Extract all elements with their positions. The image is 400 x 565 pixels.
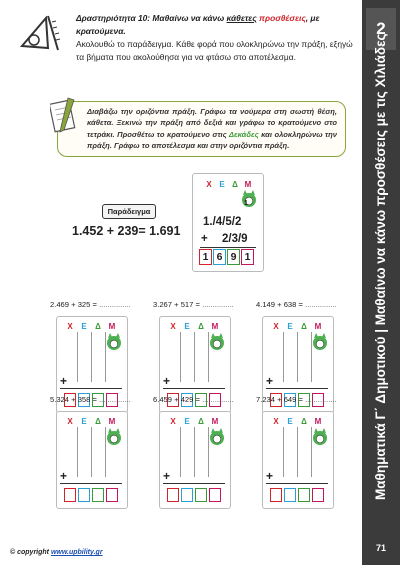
column-divider <box>297 427 298 477</box>
activity-pre: Μαθαίνω να κάνω <box>152 13 225 23</box>
column-header-label: Μ <box>314 322 322 331</box>
pencil-notebook-icon <box>50 96 78 136</box>
sum-line <box>266 483 328 484</box>
exercise-question <box>256 395 337 404</box>
result-box[interactable] <box>195 488 207 502</box>
example-plus: + <box>201 233 208 245</box>
footer <box>10 549 103 556</box>
exercise-equals: = <box>195 300 200 309</box>
column-divider <box>283 332 284 382</box>
column-header-label: Ε <box>287 417 293 426</box>
exercise-answer-blank[interactable]: ............... <box>305 300 337 309</box>
page-number: 71 <box>375 543 386 553</box>
column-tens-label: Δ <box>232 180 238 189</box>
exercise-question <box>50 300 131 309</box>
exercise-answer-blank[interactable]: ............... <box>305 395 337 404</box>
monster-icon <box>106 428 122 446</box>
exercise-question <box>153 300 234 309</box>
plus-sign: + <box>60 469 68 483</box>
result-units: 1 <box>241 249 254 265</box>
exercise-equals: = <box>92 395 97 404</box>
column-divider <box>194 427 195 477</box>
exercise-equals: = <box>195 395 200 404</box>
exercise-equals: = <box>298 300 303 309</box>
column-header-label: Χ <box>170 417 176 426</box>
exercise-answer-blank[interactable]: ............... <box>202 395 234 404</box>
exercise-operator: + <box>71 300 76 309</box>
example-row2: 2/3/9 <box>222 233 248 245</box>
activity-kathetes: κάθετες <box>226 13 257 23</box>
monster-icon <box>209 428 225 446</box>
exercise-operand-b: 325 <box>77 300 91 309</box>
exercise-operator: + <box>71 395 76 404</box>
result-box[interactable] <box>312 488 324 502</box>
column-divider <box>297 332 298 382</box>
column-header-label: Μ <box>211 322 219 331</box>
result-box[interactable] <box>270 488 282 502</box>
column-header-label: Ε <box>184 322 190 331</box>
copyright-text: © copyright <box>10 549 49 556</box>
column-header-label: Δ <box>95 417 101 426</box>
example-carry: 1 <box>244 200 248 207</box>
instruction-dekades: Δεκάδες <box>228 129 259 139</box>
column-header-label: Μ <box>108 417 116 426</box>
column-header-label: Δ <box>198 322 204 331</box>
column-header-label: Δ <box>198 417 204 426</box>
instruction-pre: Διαβάζω την οριζόντια πράξη. Γράφω τα νούμερα στη σωστή θέση, κάθετα. Ξεκινώ την πράξη από δεξιά και γράφω το κρατούμενο στο τετράκι. Προσθέτω το κρατούμενο στις <box>87 107 337 139</box>
example-expression: 1.452 + 239= 1.691 <box>72 224 181 238</box>
exercise-operand-a: 7.234 <box>256 395 276 404</box>
column-divider <box>91 427 92 477</box>
column-header-label: Μ <box>314 417 322 426</box>
plus-sign: + <box>60 374 68 388</box>
column-header-label: Ε <box>81 417 87 426</box>
exercise-operand-b: 638 <box>283 300 297 309</box>
exercise-operand-b: 429 <box>180 395 194 404</box>
result-box[interactable] <box>64 488 76 502</box>
result-box[interactable] <box>181 488 193 502</box>
column-thousands-label: Χ <box>206 180 212 189</box>
instruction-text <box>87 106 337 152</box>
monster-icon <box>312 333 328 351</box>
column-header-label: Ε <box>287 322 293 331</box>
exercise-operand-a: 2.469 <box>50 300 70 309</box>
column-hundreds-label: Ε <box>219 180 225 189</box>
exercise-answer-blank[interactable]: ............... <box>99 395 131 404</box>
exercise-operand-a: 4.149 <box>256 300 276 309</box>
exercise-operator: + <box>174 300 179 309</box>
column-header-label: Μ <box>108 322 116 331</box>
result-hundreds: 6 <box>213 249 226 265</box>
column-header-label: Χ <box>67 417 73 426</box>
exercise-operand-b: 358 <box>77 395 91 404</box>
monster-icon <box>209 333 225 351</box>
exercise-operand-a: 3.267 <box>153 300 173 309</box>
plus-sign: + <box>163 374 171 388</box>
exercise-operand-b: 517 <box>180 300 194 309</box>
column-header-label: Δ <box>301 417 307 426</box>
sum-line <box>60 483 122 484</box>
sum-line <box>60 388 122 389</box>
instruction-post: και ολοκληρώνω την πράξη. Γράφω το αποτέλεσμα και στην οριζόντια πράξη. <box>87 129 337 151</box>
activity-description: Ακολουθώ το παράδειγμα. Κάθε φορά που ολοκληρώνω την πράξη, εξηγώ τα βήματα που ακολούθησα για να φτάσω στο αποτέλεσμα. <box>76 39 353 62</box>
activity-header <box>76 12 358 64</box>
sum-line <box>266 388 328 389</box>
column-divider <box>194 332 195 382</box>
exercise-question <box>153 395 234 404</box>
result-box[interactable] <box>209 488 221 502</box>
result-box[interactable] <box>92 488 104 502</box>
sum-line <box>163 483 225 484</box>
exercise-question <box>50 395 131 404</box>
activity-label: Δραστηριότητα 10: <box>76 13 151 23</box>
column-divider <box>91 332 92 382</box>
result-box[interactable] <box>106 488 118 502</box>
example-result <box>199 249 255 265</box>
column-header-label: Χ <box>273 322 279 331</box>
exercise-equals: = <box>298 395 303 404</box>
example-row1: 1./4/5/2 <box>203 216 242 228</box>
exercise-operand-b: 649 <box>283 395 297 404</box>
exercise-operand-a: 5.324 <box>50 395 70 404</box>
sidebar-title: Μαθηματικά Γ΄ Δημοτικού | Μαθαίνω να κάνω προσθέσεις με τις Χιλιάδες <box>372 33 388 500</box>
column-header-label: Ε <box>81 322 87 331</box>
result-thousands: 1 <box>199 249 212 265</box>
column-header-label: Ε <box>184 417 190 426</box>
monster-icon <box>106 333 122 351</box>
geometry-tools-icon <box>18 12 62 54</box>
column-header-label: Χ <box>170 322 176 331</box>
result-box[interactable] <box>284 488 296 502</box>
column-divider <box>77 427 78 477</box>
exercise-operator: + <box>277 300 282 309</box>
website-link[interactable]: www.upbility.gr <box>50 549 103 556</box>
sum-line <box>163 388 225 389</box>
column-header-label: Χ <box>67 322 73 331</box>
column-divider <box>180 332 181 382</box>
example-label: Παράδειγμα <box>102 204 156 219</box>
chapter-number: 2 <box>366 8 396 50</box>
column-header-label: Μ <box>211 417 219 426</box>
activity-post: , με κρατούμενα. <box>76 13 320 36</box>
column-units-label: Μ <box>244 180 252 189</box>
exercise-operator: + <box>277 395 282 404</box>
result-box[interactable] <box>167 488 179 502</box>
column-header-label: Δ <box>95 322 101 331</box>
result-box[interactable] <box>78 488 90 502</box>
activity-prostheseis: προσθέσεις <box>259 13 306 23</box>
example-sum-line <box>200 247 256 248</box>
column-divider <box>180 427 181 477</box>
column-header-label: Δ <box>301 322 307 331</box>
exercise-operand-a: 6.459 <box>153 395 173 404</box>
exercise-answer-blank[interactable]: ............... <box>99 300 131 309</box>
plus-sign: + <box>266 374 274 388</box>
plus-sign: + <box>266 469 274 483</box>
exercise-question <box>256 300 337 309</box>
monster-icon <box>312 428 328 446</box>
exercise-answer-blank[interactable]: ............... <box>202 300 234 309</box>
result-tens: 9 <box>227 249 240 265</box>
exercise-equals: = <box>92 300 97 309</box>
plus-sign: + <box>163 469 171 483</box>
column-header-label: Χ <box>273 417 279 426</box>
column-divider <box>77 332 78 382</box>
column-divider <box>283 427 284 477</box>
result-box[interactable] <box>298 488 310 502</box>
exercise-operator: + <box>174 395 179 404</box>
